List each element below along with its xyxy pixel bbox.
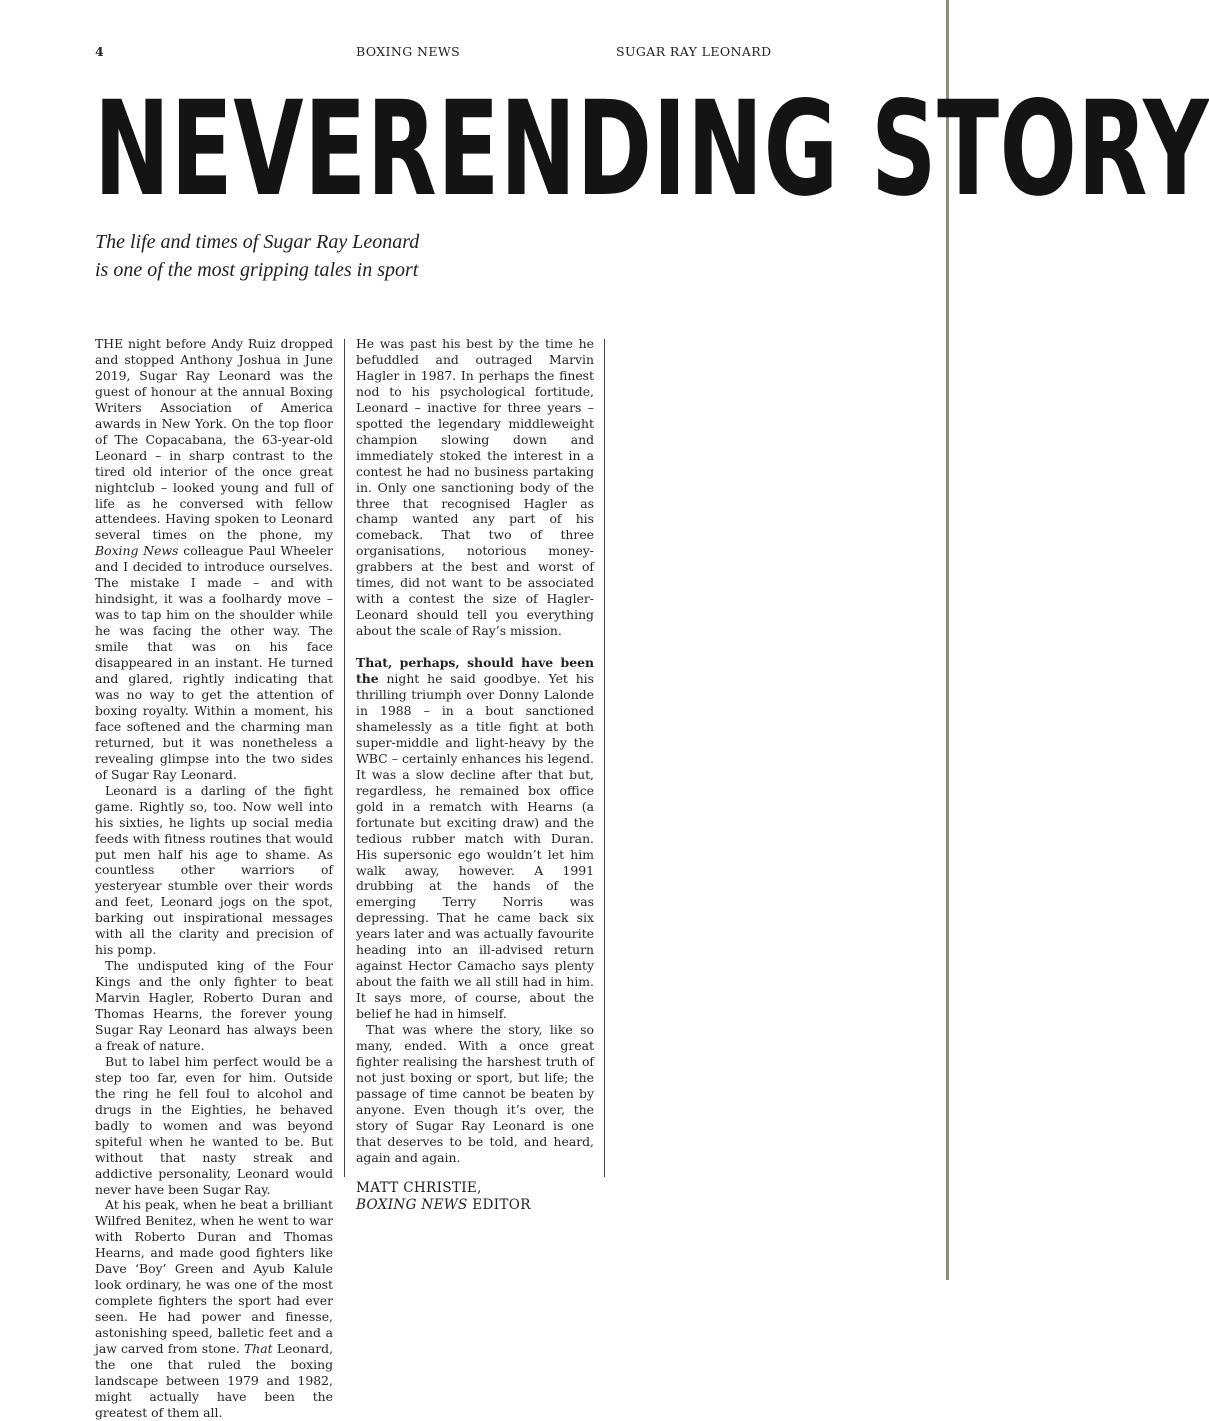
headline: NEVERENDING STORY — [94, 72, 1209, 225]
standfirst — [95, 228, 515, 284]
article-paragraph: The undisputed king of the Four Kings and the only fighter to beat Marvin Hagler, Roberto Duran and Thomas Hearns, the forever young Sugar Ray Leonard has always been a freak of nature. — [95, 958, 333, 1053]
article-paragraph: That, perhaps, should have been the night he said goodbye. Yet his thrilling triumph over Donny Lalonde in 1988 – in a bout sanctioned shamelessly as a title fight at both super-middle and light-heavy by the WBC – certainly enhances his legend. It was a slow decline after that but, regardless, he remained box office gold in a rematch with Hearns (a fortunate but exciting draw) and the tedious rubber match with Duran. His supersonic ego wouldn’t let him walk away, however. A 1991 drubbing at the hands of the emerging Terry Norris was depressing. That he came back six years later and was actually favourite heading into an ill-advised return against Hector Camacho says plenty about the faith we all still had in him. It says more, of course, about the belief he had in himself. — [356, 655, 594, 1022]
article-paragraph: THE night before Andy Ruiz dropped and stopped Anthony Joshua in June 2019, Sugar Ray Leonard was the guest of honour at the annual Boxing Writers Association of America awards in New York. On the top floor of The Copacabana, the 63-year-old Leonard – in sharp contrast to the tired old interior of the once great nightclub – looked young and full of life as he conversed with fellow attendees. Having spoken to Leonard several times on the phone, my Boxing News colleague Paul Wheeler and I decided to introduce ourselves. The mistake I made – and with hindsight, it was a foolhardy move – was to tap him on the shoulder while he was facing the other way. The smile that was on his face disappeared in an instant. He turned and glared, rightly indicating that was no way to get the attention of boxing royalty. Within a moment, his face softened and the charming man returned, but it was nonetheless a revealing glimpse into the two sides of Sugar Ray Leonard. — [95, 336, 333, 782]
article-paragraph: But to label him perfect would be a step too far, even for him. Outside the ring he fell foul to alcohol and drugs in the Eighties, he behaved badly to women and was beyond spiteful when he wanted to be. But without that nasty streak and addictive personality, Leonard would never have been Sugar Ray. — [95, 1053, 333, 1197]
page-number: 4 — [95, 44, 105, 59]
article-paragraph: He was past his best by the time he befuddled and outraged Marvin Hagler in 1987. In perhaps the finest nod to his psychological fortitude, Leonard – inactive for three years – spotted the legendary middleweight champion slowing down and immediately stoked the interest in a contest he had no business partaking in. Only one sanctioning body of the three that recognised Hagler as champ wanted any part of his comeback. That two of three organisations, notorious money-grabbers at the best and worst of times, did not want to be associated with a contest the size of Hagler-Leonard should tell you everything about the scale of Ray’s mission. — [356, 336, 594, 639]
author-name: MATT CHRISTIE, — [356, 1179, 482, 1196]
column-rule — [604, 339, 605, 1177]
standfirst-line: is one of the most gripping tales in sport — [95, 259, 419, 281]
author-signoff — [356, 1180, 594, 1214]
article-column-2 — [356, 336, 594, 1214]
standfirst-line: The life and times of Sugar Ray Leonard — [95, 231, 420, 253]
author-title: BOXING NEWS EDITOR — [356, 1196, 531, 1213]
article-paragraph: At his peak, when he beat a brilliant Wilfred Benitez, when he went to war with Roberto Duran and Thomas Hearns, and made good fighters like Dave ‘Boy’ Green and Ayub Kalule look ordinary, he was one of the most complete fighters the sport had ever seen. He had power and finesse, astonishing speed, balletic feet and a jaw carved from stone. That Leonard, the one that ruled the boxing landscape between 1979 and 1982, might actually have been the greatest of them all. — [95, 1197, 334, 1420]
column-rule — [344, 339, 345, 1177]
magazine-name: BOXING NEWS — [356, 44, 461, 59]
running-head — [95, 44, 772, 62]
article-paragraph: Leonard is a darling of the fight game. Rightly so, too. Now well into his sixties, he lights up social media feeds with fitness routines that would put men half his age to shame. As countless other warriors of yesteryear stumble over their words and feet, Leonard jogs on the spot, barking out inspirational messages with all the clarity and precision of his pomp. — [95, 782, 333, 958]
article-paragraph: That was where the story, like so many, ended. With a once great fighter realising the harshest truth of not just boxing or sport, but life; the passage of time cannot be beaten by anyone. Even though it’s over, the story of Sugar Ray Leonard is one that deserves to be told, and heard, again and again. — [356, 1022, 594, 1165]
section-title: SUGAR RAY LEONARD — [616, 44, 772, 59]
article-column-1 — [95, 336, 333, 1421]
